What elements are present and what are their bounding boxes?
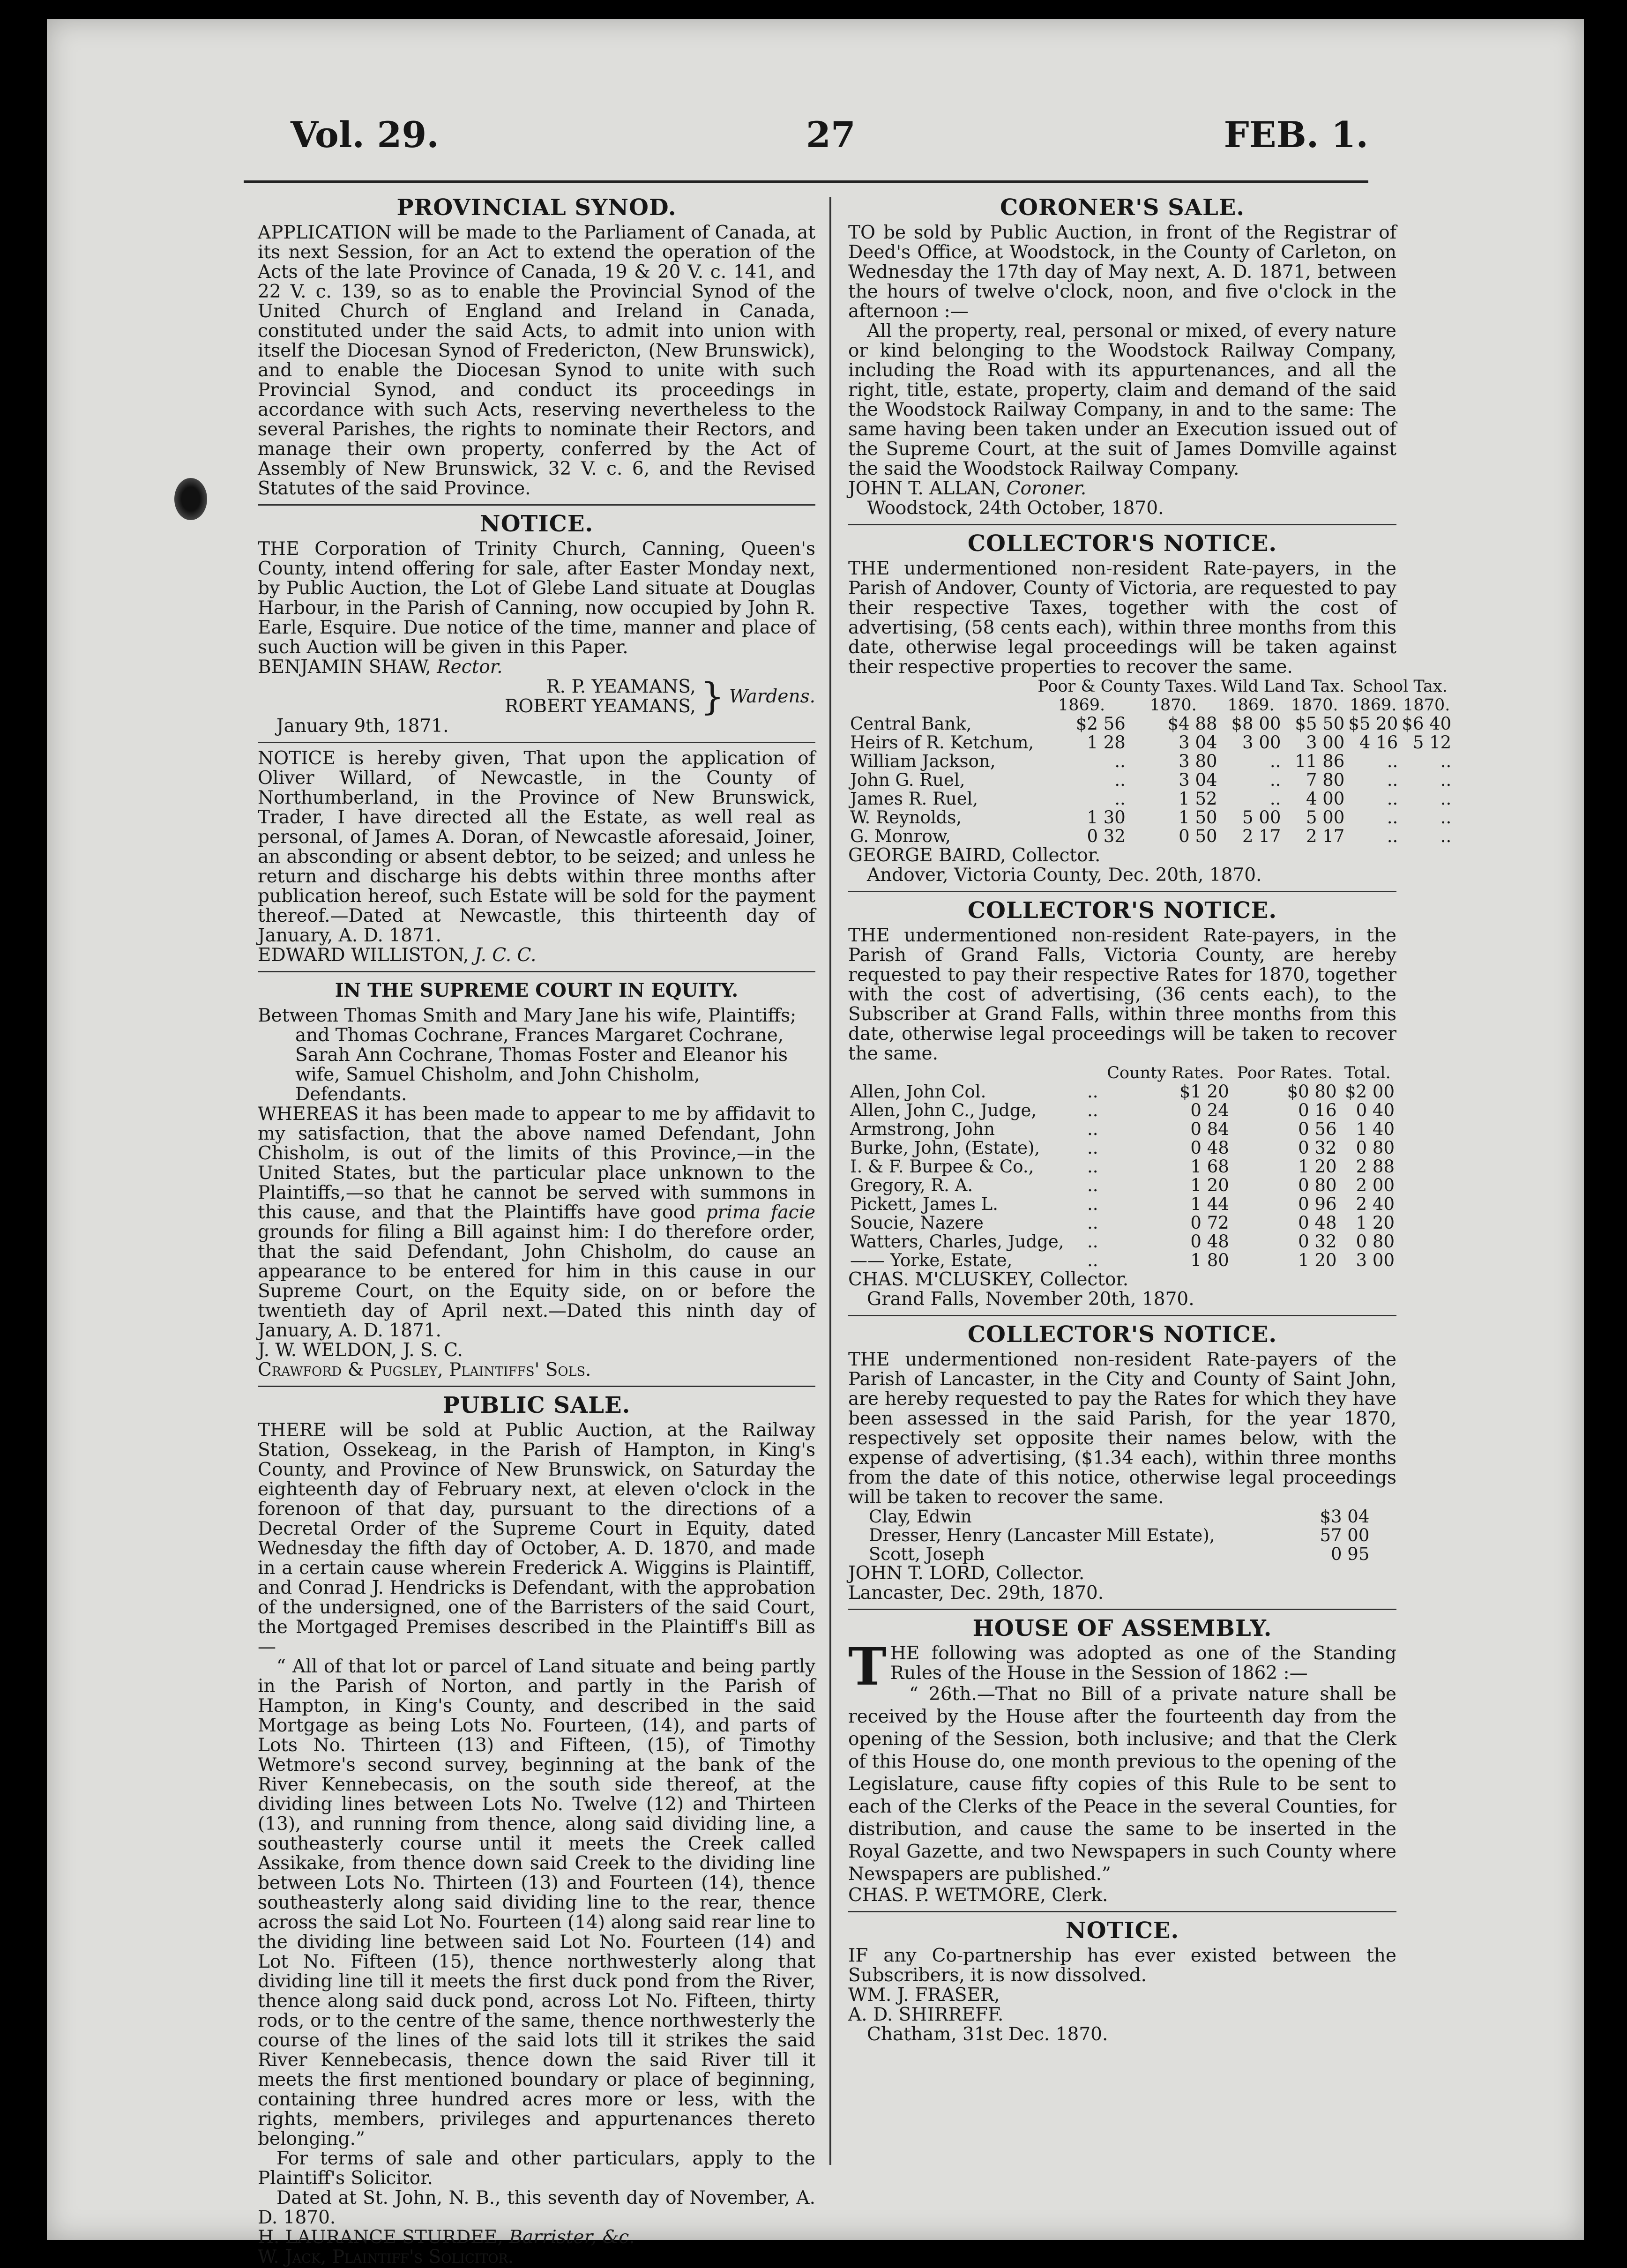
grandfalls-table	[848, 1064, 1396, 1270]
table-cell: 1 50	[1179, 807, 1217, 828]
table-cell: ..	[1087, 1100, 1098, 1120]
table-cell: ..	[1114, 770, 1126, 790]
table-cell: ..	[1087, 1213, 1098, 1233]
willard-body: NOTICE is hereby given, That upon the application of Oliver Willard, of Newcastle, in the County of Northumberland, in the Province of New Brunswick, Trader, I have directed all the Estate, as well real as personal, of James A. Doran, of Newcastle aforesaid, Joiner, an absconding or absent debtor, to be seized; and unless he return and discharge his debts within three months after publication hereof, such Estate will be sold for the payment thereof.—Dated at Newcastle, this thirteenth day of January, A. D. 1871.	[258, 748, 815, 946]
table-cell: Pickett, James L.	[850, 1194, 998, 1214]
table-cell: 4 00	[1306, 789, 1345, 809]
right-column	[848, 192, 1452, 2045]
andover-sig: GEORGE BAIRD, Collector.	[848, 845, 1101, 866]
table-cell: ..	[1387, 807, 1398, 828]
table-cell: ..	[1087, 1156, 1098, 1177]
trinity-body: THE Corporation of Trinity Church, Canning, Queen's County, intend offering for sale, after Easter Monday next, by Public Auction, the Lot of Glebe Land situate at Douglas Harbour, in the Parish of Canning, now occupied by John R. Earle, Esquire. Due notice of the time, manner and place of such Auction will be given in this Paper.	[258, 538, 815, 658]
equity-sig: J. W. WELDON, J. S. C.	[258, 1340, 463, 1361]
willard-role: J. C. C.	[474, 945, 537, 966]
table-cell: 0 80	[1356, 1231, 1395, 1252]
table-cell: $2 56	[1075, 714, 1126, 734]
table-row	[848, 827, 1453, 846]
table-cell: ..	[1440, 770, 1452, 790]
grandfalls-date: Grand Falls, November 20th, 1870.	[867, 1289, 1194, 1310]
willard-name: EDWARD WILLISTON,	[258, 945, 469, 966]
table-cell: James R. Ruel,	[850, 789, 978, 809]
assembly-intro-text: HE following was adopted as one of the Standing Rules of the House in the Session of 1862 :—	[890, 1643, 1396, 1684]
equity-parties: Between Thomas Smith and Mary Jane his wife, Plaintiffs; and Thomas Cochrane, Frances Margaret Cochrane, Sarah Ann Cochrane, Thomas Foster and Eleanor his wife, Samuel Chisholm, and John Chisholm, Defendants.	[258, 1005, 797, 1105]
table-cell: 0 24	[1190, 1100, 1229, 1120]
section-rule	[848, 891, 1396, 892]
table-row	[867, 1507, 1371, 1526]
table-cell: —— Yorke, Estate,	[850, 1250, 1013, 1270]
table-cell: 1 68	[1190, 1156, 1229, 1177]
wardens-role: Wardens.	[729, 686, 815, 707]
table-cell: ..	[1087, 1194, 1098, 1214]
trinity-title: NOTICE.	[479, 511, 594, 537]
table-cell: $5 50	[1295, 714, 1345, 734]
grandfalls-body: THE undermentioned non-resident Rate-payers, in the Parish of Grand Falls, Victoria County, are hereby requested to pay their respective Rates for 1870, together with the cost of advertising, (36 cents each), to the Subscriber at Grand Falls, within three months from this date, otherwise legal proceedings will be taken to recover the same.	[848, 925, 1396, 1064]
table-cell: 1 28	[1087, 732, 1126, 753]
table-cell: ..	[1087, 1119, 1098, 1139]
public-sale-sig	[258, 2228, 815, 2247]
table-cell: ..	[1387, 751, 1398, 771]
table-cell: Scott, Joseph	[869, 1544, 985, 1564]
table-cell: 0 32	[1298, 1138, 1337, 1158]
table-cell: William Jackson,	[850, 751, 996, 771]
andover-group-header: School Tax.	[1352, 677, 1448, 696]
section-rule	[258, 504, 815, 506]
issue-date: FEB. 1.	[1224, 114, 1368, 156]
table-cell: 0 48	[1190, 1138, 1229, 1158]
notice-sig-1: WM. J. FRASER,	[848, 1984, 1000, 2006]
table-cell: $2 00	[1345, 1082, 1395, 1102]
synod-body: APPLICATION will be made to the Parliament of Canada, at its next Session, for an Act to extend the operation of the Acts of the late Province of Canada, 19 & 20 V. c. 141, and 22 V. c. 139, so as to enable the Provincial Synod of the United Church of England and Ireland in Canada, constituted under the said Acts, to admit into union with itself the Diocesan Synod of Fredericton, (New Brunswick), and to enable the Diocesan Synod to unite with such Provincial Synod, and conduct its proceedings in accordance with such Acts, reserving nevertheless to the several Parishes, the rights to nominate their Rectors, and manage their own property, conferred by the Act of Assembly of New Brunswick, 32 V. c. 6, and the Revised Statutes of the said Province.	[258, 222, 815, 499]
table-cell: ..	[1087, 1082, 1098, 1102]
table-cell: 11 86	[1295, 751, 1345, 771]
lancaster-rows	[867, 1507, 1371, 1564]
public-sale-solicitor: W. Jack, Plaintiff's Solicitor.	[258, 2246, 514, 2268]
andover-year-header: 1869.	[1350, 696, 1397, 715]
table-cell: $6 40	[1402, 714, 1452, 734]
table-cell: ..	[1440, 751, 1452, 771]
table-row	[867, 1545, 1371, 1564]
table-cell: $1 20	[1179, 1082, 1229, 1102]
lancaster-title: COLLECTOR'S NOTICE.	[967, 1321, 1277, 1348]
table-cell: 5 00	[1242, 807, 1281, 828]
andover-year-header: 1870.	[1291, 696, 1338, 715]
coroner-body-1: TO be sold by Public Auction, in front of the Registrar of Deed's Office, at Woodstock, in the County of Carleton, on Wednesday the 17th day of May next, A. D. 1871, between the hours of twelve o'clock, noon, and five o'clock in the afternoon :—	[848, 222, 1396, 322]
table-cell: ..	[1440, 807, 1452, 828]
table-cell: Dresser, Henry (Lancaster Mill Estate),	[869, 1525, 1215, 1545]
grandfalls-header: Total.	[1344, 1064, 1391, 1082]
table-cell: 2 88	[1356, 1156, 1395, 1177]
table-cell: 1 44	[1190, 1194, 1229, 1214]
public-sale-quote: “ All of that lot or parcel of Land situate and being partly in the Parish of Norton, and partly in the Parish of Hampton, in King's County, and described in the said Mortgage as being Lots No. Fourteen, (14), and parts of Lots No. Thirteen (13) and Fifteen, (15), of Timothy Wetmore's second survey, beginning at the bank of the River Kennebecasis, on the south side thereof, at the dividing lines between Lots No. Twelve (12) and Thirteen (13), and running from thence, along said dividing line, a southeasterly course until it meets the Creek called Assikake, from thence down said Creek to the dividing line between Lots No. Thirteen (13) and Fourteen (14), thence southeasterly along said dividing line to the rear, thence across the said Lot No. Fourteen (14) along said rear line to the dividing line between said Lot No. Fourteen (14) and Lot No. Fifteen (15), thence northwesterly along that dividing line till it meets the first duck pond from the River, thence along said duck pond, across Lot No. Fifteen, thirty rods, or to the centre of the same, thence northwesterly the course of the lines of the said lots till it strikes the said River Kennebecasis, thence down the said River till it meets the first mentioned boundary or place of beginning, containing three hundred acres more or less, with the rights, members, privileges and appurtenances thereto belonging.”	[258, 1656, 815, 2149]
table-cell: 1 52	[1179, 789, 1217, 809]
section-rule	[258, 971, 815, 972]
andover-year-header: 1870.	[1149, 696, 1197, 715]
table-cell: 1 20	[1298, 1156, 1337, 1177]
notice-date: Chatham, 31st Dec. 1870.	[867, 2024, 1108, 2045]
table-cell: $5 20	[1348, 714, 1398, 734]
equity-body	[258, 1104, 815, 1341]
table-cell: ..	[1087, 1231, 1098, 1252]
andover-date: Andover, Victoria County, Dec. 20th, 1870.	[867, 865, 1262, 886]
grandfalls-header: Poor Rates.	[1237, 1064, 1333, 1082]
left-column	[258, 192, 815, 2267]
table-row	[848, 790, 1453, 808]
page-number: 27	[806, 114, 856, 156]
coroner-title: CORONER'S SALE.	[1000, 194, 1245, 221]
table-cell: Allen, John Col.	[850, 1082, 986, 1102]
table-cell: 2 17	[1306, 826, 1345, 846]
andover-rows	[848, 715, 1453, 846]
table-cell: 57 00	[1320, 1525, 1370, 1545]
table-cell: ..	[1387, 770, 1398, 790]
equity-body-italic: prima facie	[706, 1202, 815, 1223]
andover-year-header: 1869.	[1227, 696, 1275, 715]
table-cell: Watters, Charles, Judge,	[850, 1231, 1064, 1252]
grandfalls-title: COLLECTOR'S NOTICE.	[967, 897, 1277, 924]
table-cell: $8 00	[1231, 714, 1281, 734]
header-rule	[244, 180, 1368, 183]
table-cell: 0 96	[1298, 1194, 1337, 1214]
table-cell: 0 16	[1298, 1100, 1337, 1120]
table-row	[848, 1082, 1396, 1101]
warden-2: ROBERT YEAMANS,	[505, 696, 696, 717]
coroner-body-2: All the property, real, personal or mixed, of every nature or kind belonging to the Woodstock Railway Company, including the Road with its appurtenances, and all the right, title, estate, property, claim and demand of the said the Woodstock Railway Company, in and to the same: The same having been taken under an Execution issued out of the Supreme Court, at the suit of James Domville against the said the Woodstock Railway Company.	[848, 321, 1396, 479]
table-cell: 0 48	[1190, 1231, 1229, 1252]
section-rule	[258, 742, 815, 743]
section-rule	[848, 1911, 1396, 1912]
public-sale-terms: For terms of sale and other particulars, apply to the Plaintiff's Solicitor.	[258, 2148, 815, 2189]
table-cell: 1 40	[1356, 1119, 1395, 1139]
lancaster-date: Lancaster, Dec. 29th, 1870.	[848, 1582, 1104, 1604]
table-cell: ..	[1440, 789, 1452, 809]
table-cell: Central Bank,	[850, 714, 972, 734]
grandfalls-header: County Rates.	[1107, 1064, 1224, 1082]
table-cell: 2 40	[1356, 1194, 1395, 1214]
public-sale-title: PUBLIC SALE.	[442, 1392, 631, 1418]
table-cell: 3 04	[1179, 732, 1217, 753]
table-cell: 1 20	[1190, 1175, 1229, 1195]
table-row	[848, 808, 1453, 827]
table-row	[848, 715, 1453, 733]
brace-glyph: }	[700, 675, 724, 718]
andover-group-header-row	[848, 677, 1453, 696]
table-row	[848, 1120, 1396, 1139]
table-cell: 0 40	[1356, 1100, 1395, 1120]
equity-body-b: grounds for filing a Bill against him: I do therefore order, that the said Defendant, John Chisholm, do cause an appearance to be entered for him in this cause in our Supreme Court, on the Equity side, on or before the twentieth day of April next.—Dated this ninth day of January, A. D. 1871.	[258, 1222, 815, 1341]
table-cell: 1 20	[1298, 1250, 1337, 1270]
lancaster-body: THE undermentioned non-resident Rate-payers of the Parish of Lancaster, in the City and County of Saint John, are hereby requested to pay the Rates for which they have been assessed in the said Parish, for the year 1870, respectively set opposite their names below, with the expense of advertising, ($1.34 each), within three months from the date of this notice, otherwise legal proceedings will be taken to recover the same.	[848, 1349, 1396, 1508]
section-rule	[848, 524, 1396, 525]
coroner-date: Woodstock, 24th October, 1870.	[867, 498, 1164, 519]
coroner-sig	[848, 479, 1396, 499]
table-cell: 5 00	[1306, 807, 1345, 828]
table-cell: 0 48	[1298, 1213, 1337, 1233]
section-rule	[848, 1609, 1396, 1610]
table-cell: 3 80	[1179, 751, 1217, 771]
assembly-sig: CHAS. P. WETMORE, Clerk.	[848, 1885, 1108, 1906]
assembly-title: HOUSE OF ASSEMBLY.	[972, 1615, 1272, 1641]
table-cell: $3 04	[1320, 1507, 1370, 1527]
andover-year-header-row	[848, 696, 1453, 715]
table-cell: 3 00	[1356, 1250, 1395, 1270]
table-cell: ..	[1269, 770, 1281, 790]
andover-year-header: 1870.	[1403, 696, 1450, 715]
andover-group-header: Poor & County Taxes.	[1037, 677, 1217, 696]
table-cell: ..	[1387, 789, 1398, 809]
equity-title: IN THE SUPREME COURT IN EQUITY.	[335, 979, 739, 1001]
table-cell: W. Reynolds,	[850, 807, 962, 828]
table-cell: 4 16	[1359, 732, 1398, 753]
lancaster-sig: JOHN T. LORD, Collector.	[848, 1563, 1085, 1584]
table-cell: $4 88	[1167, 714, 1217, 734]
table-cell: 0 95	[1331, 1544, 1370, 1564]
table-cell: 2 17	[1242, 826, 1281, 846]
assembly-rule-text: “ 26th.—That no Bill of a private nature shall be received by the House after the fourteenth day from the opening of the Session, both inclusive; and that the Clerk of this House do, one month previous to the opening of the Legislature, cause fifty copies of this Rule to be sent to each of the Clerks of the Peace in the several Counties, for distribution, and cause the same to be inserted in the Royal Gazette, and two Newspapers in such County where Newspapers are published.”	[848, 1684, 1396, 1885]
table-row	[848, 1176, 1396, 1195]
table-cell: Heirs of R. Ketchum,	[850, 732, 1034, 753]
sturdee-role: Barrister, &c.	[509, 2227, 635, 2248]
table-cell: ..	[1440, 826, 1452, 846]
table-cell: ..	[1269, 789, 1281, 809]
table-row	[848, 1232, 1396, 1251]
table-cell: Gregory, R. A.	[850, 1175, 973, 1195]
table-row	[867, 1526, 1371, 1545]
andover-group-header: Wild Land Tax.	[1221, 677, 1345, 696]
grandfalls-header-row	[848, 1064, 1396, 1082]
notice-title: NOTICE.	[1065, 1917, 1179, 1944]
table-row	[848, 752, 1453, 771]
table-row	[848, 1101, 1396, 1120]
table-cell: $0 80	[1287, 1082, 1337, 1102]
page-header	[244, 114, 1368, 178]
table-cell: 3 00	[1306, 732, 1345, 753]
table-cell: Soucie, Nazere	[850, 1213, 984, 1233]
grandfalls-rows	[848, 1082, 1396, 1270]
table-cell: 5 12	[1412, 732, 1452, 753]
table-cell: 1 80	[1190, 1250, 1229, 1270]
rector-name: BENJAMIN SHAW,	[258, 657, 431, 678]
allan-name: JOHN T. ALLAN,	[848, 478, 1001, 499]
table-row	[848, 733, 1453, 752]
table-cell: ..	[1087, 1138, 1098, 1158]
table-cell: ..	[1087, 1175, 1098, 1195]
notice-body: IF any Co-partnership has ever existed between the Subscribers, it is now dissolved.	[848, 1945, 1396, 1986]
table-row	[848, 771, 1453, 790]
andover-table	[848, 677, 1453, 846]
assembly-dropcap: T	[848, 1636, 887, 1697]
notice-sig-2: A. D. SHIRREFF.	[848, 2004, 1004, 2025]
table-row	[848, 1251, 1396, 1270]
table-cell: 1 30	[1087, 807, 1126, 828]
grandfalls-sig: CHAS. M'CLUSKEY, Collector.	[848, 1269, 1129, 1290]
table-cell: 0 80	[1356, 1138, 1395, 1158]
table-cell: Clay, Edwin	[869, 1507, 972, 1527]
assembly-intro	[848, 1636, 1396, 1697]
public-sale-dated: Dated at St. John, N. B., this seventh day of November, A. D. 1870.	[258, 2187, 815, 2228]
table-cell: John G. Ruel,	[850, 770, 965, 790]
table-cell: I. & F. Burpee & Co.,	[850, 1156, 1034, 1177]
public-sale-body: THERE will be sold at Public Auction, at the Railway Station, Ossekeag, in the Parish of Hampton, in King's County, and Province of New Brunswick, on Saturday the eighteenth day of February next, at eleven o'clock in the forenoon of that day, pursuant to the directions of a Decretal Order of the Supreme Court in Equity, dated Wednesday the fifth day of October, A. D. 1870, and made in a certain cause wherein Frederick A. Wiggins is Plaintiff, and Conrad J. Hendricks is Defendant, with the approbation of the undersigned, one of the Barristers of the said Court, the Mortgaged Premises described in the Plaintiff's Bill as—	[258, 1420, 815, 1657]
table-cell: Burke, John, (Estate),	[850, 1138, 1040, 1158]
table-cell: ..	[1269, 751, 1281, 771]
section-rule	[848, 1315, 1396, 1316]
andover-year-header: 1869.	[1058, 696, 1105, 715]
table-row	[848, 1139, 1396, 1157]
table-cell: 0 32	[1087, 826, 1126, 846]
trinity-rector	[258, 657, 815, 677]
section-rule	[258, 1386, 815, 1387]
table-cell: 0 56	[1298, 1119, 1337, 1139]
table-cell: G. Monrow,	[850, 826, 951, 846]
warden-1: R. P. YEAMANS,	[546, 676, 696, 697]
andover-body: THE undermentioned non-resident Rate-payers, in the Parish of Andover, County of Victoria, are requested to pay their respective Taxes, together with the cost of advertising, (58 cents each), within three months from this date, otherwise legal proceedings will be taken against their respective properties to recover the same.	[848, 558, 1396, 678]
willard-sig	[258, 946, 815, 965]
table-cell: Armstrong, John	[850, 1119, 995, 1139]
table-cell: ..	[1114, 751, 1126, 771]
table-cell: ..	[1087, 1250, 1098, 1270]
rector-role: Rector.	[437, 657, 503, 678]
table-cell: ..	[1387, 826, 1398, 846]
equity-sols: Crawford & Pugsley, Plaintiffs' Sols.	[258, 1359, 591, 1380]
table-cell: 3 04	[1179, 770, 1217, 790]
table-cell: 0 50	[1179, 826, 1217, 846]
punch-hole	[174, 478, 207, 520]
table-cell: 7 80	[1306, 770, 1345, 790]
table-row	[848, 1195, 1396, 1214]
table-cell: Allen, John C., Judge,	[850, 1100, 1037, 1120]
synod-title: PROVINCIAL SYNOD.	[396, 194, 677, 221]
table-cell: 3 00	[1242, 732, 1281, 753]
volume-label: Vol. 29.	[291, 114, 439, 156]
lancaster-table	[867, 1507, 1371, 1564]
table-cell: 2 00	[1356, 1175, 1395, 1195]
table-cell: 0 32	[1298, 1231, 1337, 1252]
trinity-wardens	[258, 677, 815, 716]
table-cell: 1 20	[1356, 1213, 1395, 1233]
trinity-date: January 9th, 1871.	[276, 716, 449, 737]
sturdee-name: H. LAURANCE STURDEE,	[258, 2227, 503, 2248]
column-divider	[829, 197, 831, 2165]
table-cell: 0 72	[1190, 1213, 1229, 1233]
table-cell: ..	[1114, 789, 1126, 809]
allan-role: Coroner.	[1006, 478, 1087, 499]
equity-body-a: WHEREAS it has been made to appear to me by affidavit to my satisfaction, that the above named Defendant, John Chisholm, is out of the limits of this Province,—in the United States, but the particular place unknown to the Plaintiffs,—so that he cannot be served with summons in this cause, and that the Plaintiffs have good	[258, 1104, 815, 1223]
table-row	[848, 1157, 1396, 1176]
andover-title: COLLECTOR'S NOTICE.	[967, 530, 1277, 557]
table-cell: 0 80	[1298, 1175, 1337, 1195]
table-row	[848, 1214, 1396, 1232]
table-cell: 0 84	[1190, 1119, 1229, 1139]
